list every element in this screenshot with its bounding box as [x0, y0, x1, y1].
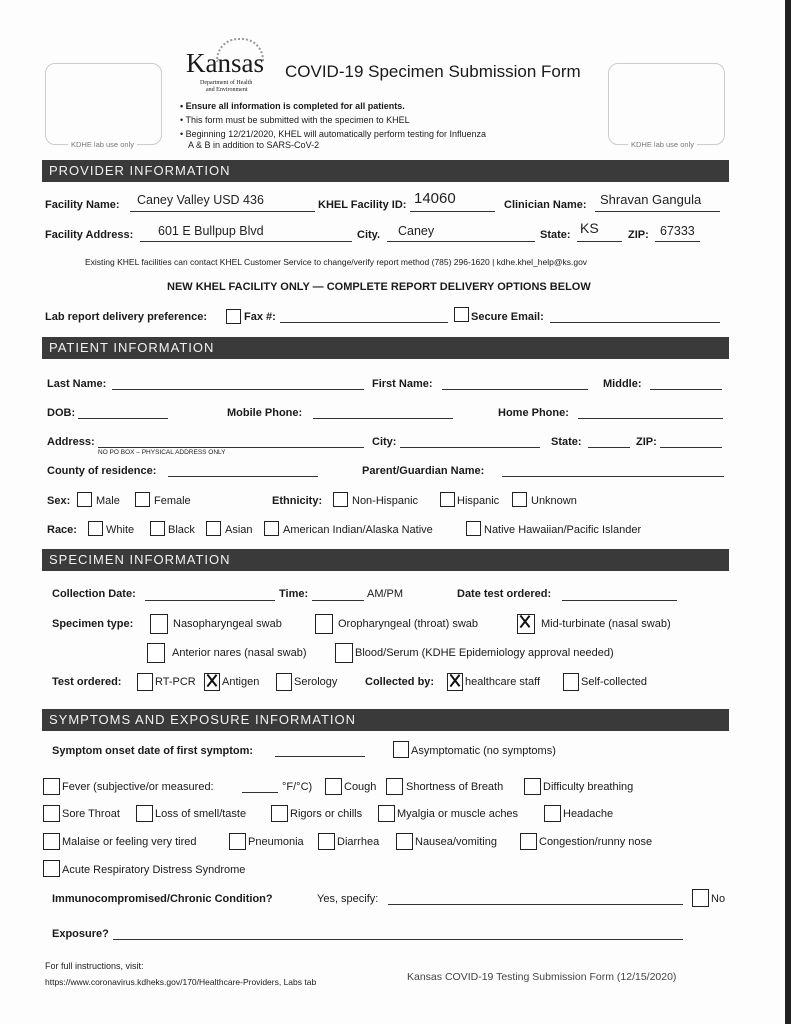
option-label: Sore Throat: [62, 808, 120, 820]
option-label: Antigen: [222, 676, 260, 688]
city-field[interactable]: [387, 241, 535, 242]
anterior-nares-checkbox[interactable]: [147, 643, 165, 663]
ards-checkbox[interactable]: [43, 860, 60, 877]
pneumonia-checkbox[interactable]: [229, 833, 246, 850]
mobile-phone-field[interactable]: [313, 418, 453, 419]
option-label: Rigors or chills: [290, 808, 363, 820]
ethnicity-non-hispanic-checkbox[interactable]: [333, 492, 348, 507]
option-label: Hispanic: [457, 495, 500, 507]
fever-checkbox[interactable]: [43, 778, 60, 795]
logo-sub: Department of Health: [200, 80, 253, 86]
customer-service-note: Existing KHEL facilities can contact KHEL Customer Service to change/verify report method (785) 296-1620 | kdhe.khel_help@ks.gov: [85, 257, 588, 267]
state-value: KS: [580, 220, 599, 236]
label: Lab report delivery preference:: [45, 311, 208, 323]
option-label: Cough: [344, 781, 377, 793]
facility-name-field[interactable]: [130, 211, 315, 212]
label: Middle:: [603, 378, 642, 390]
bullet-text: Beginning 12/21/2020, KHEL will automatically perform testing for Influenza: [185, 129, 486, 139]
am-pm-label: AM/PM: [367, 588, 404, 600]
guardian-field[interactable]: [502, 476, 724, 477]
instructions-link[interactable]: https://www.coronavirus.kdheks.gov/170/Healthcare-Providers, Labs tab: [45, 977, 317, 987]
sex-female-checkbox[interactable]: [135, 492, 150, 507]
label: Date test ordered:: [457, 588, 552, 600]
ethnicity-hispanic-checkbox[interactable]: [440, 492, 455, 507]
label: Race:: [47, 524, 77, 536]
race-black-checkbox[interactable]: [150, 521, 165, 536]
option-label: Loss of smell/taste: [155, 808, 247, 820]
rt-pcr-checkbox[interactable]: [137, 673, 153, 691]
collection-date-field[interactable]: [145, 600, 275, 601]
difficulty-breathing-checkbox[interactable]: [524, 778, 541, 795]
form-version: Kansas COVID-19 Testing Submission Form (12/15/2020): [407, 971, 677, 983]
dob-field[interactable]: [78, 418, 168, 419]
option-label: Native Hawaiian/Pacific Islander: [484, 524, 642, 536]
option-label: RT-PCR: [155, 676, 196, 688]
bullet: • Beginning 12/21/2020, KHEL will automatically perform testing for Influenza: [180, 129, 486, 139]
condition-specify-field[interactable]: [388, 904, 683, 905]
headache-checkbox[interactable]: [544, 805, 561, 822]
bullet: • Ensure all information is completed for all patients.: [180, 101, 405, 111]
time-field[interactable]: [312, 600, 364, 601]
option-label: Nasopharyngeal swab: [173, 618, 282, 630]
address-field[interactable]: [98, 447, 364, 448]
secure-email-field[interactable]: [550, 322, 720, 323]
option-label: Serology: [294, 676, 338, 688]
self-collected-checkbox[interactable]: [563, 673, 579, 691]
footer-text: For full instructions, visit:: [45, 961, 144, 971]
option-label: Self-collected: [581, 676, 648, 688]
label: City.: [357, 229, 381, 241]
email-checkbox[interactable]: [454, 307, 469, 322]
option-label: American Indian/Alaska Native: [283, 524, 433, 536]
label: Ethnicity:: [272, 495, 323, 507]
loss-of-smell-checkbox[interactable]: [136, 805, 153, 822]
lab-use-label: KDHE lab use only: [68, 140, 137, 149]
option-label: Fever (subjective/or measured:: [62, 781, 214, 793]
congestion-checkbox[interactable]: [520, 833, 537, 850]
zip-value: 67333: [660, 224, 695, 238]
bullet-text: This form must be submitted with the specimen to KHEL: [185, 115, 410, 125]
option-label: Oropharyngeal (throat) swab: [338, 618, 479, 630]
patient-zip-field[interactable]: [660, 447, 722, 448]
option-label: Black: [168, 524, 195, 536]
sex-male-checkbox[interactable]: [77, 492, 92, 507]
option-label: Male: [96, 495, 120, 507]
label: KHEL Facility ID:: [318, 199, 407, 211]
label: Time:: [279, 588, 309, 600]
nausea-checkbox[interactable]: [396, 833, 413, 850]
logo-word: Kansas: [186, 48, 264, 78]
facility-id-value: 14060: [414, 190, 456, 207]
option-label: Unknown: [531, 495, 577, 507]
clinician-value: Shravan Gangula: [600, 192, 702, 207]
bullet-text: Ensure all information is completed for all patients.: [185, 101, 405, 111]
option-label: Asymptomatic (no symptoms): [411, 745, 556, 757]
option-label: Pneumonia: [248, 836, 304, 848]
patient-city-field[interactable]: [400, 447, 540, 448]
myalgia-checkbox[interactable]: [378, 805, 395, 822]
label: ZIP:: [636, 436, 657, 448]
new-facility-heading: NEW KHEL FACILITY ONLY — COMPLETE REPORT DELIVERY OPTIONS BELOW: [167, 281, 591, 293]
oropharyngeal-checkbox[interactable]: [315, 614, 333, 634]
label: Secure Email:: [471, 311, 544, 323]
onset-date-field[interactable]: [275, 756, 365, 757]
option-label: Blood/Serum (KDHE Epidemiology approval needed): [355, 647, 614, 659]
patient-state-field[interactable]: [588, 447, 630, 448]
option-label: No: [711, 893, 726, 905]
label: Specimen type:: [52, 618, 134, 630]
fax-checkbox[interactable]: [226, 309, 241, 324]
nasopharyngeal-checkbox[interactable]: [150, 614, 168, 634]
lab-use-label: KDHE lab use only: [628, 140, 697, 149]
middle-name-field[interactable]: [650, 389, 722, 390]
rigors-checkbox[interactable]: [271, 805, 288, 822]
option-label: Diarrhea: [337, 836, 380, 848]
label: Immunocompromised/Chronic Condition?: [52, 893, 273, 905]
label: First Name:: [372, 378, 433, 390]
race-white-checkbox[interactable]: [88, 521, 103, 536]
option-label: Non-Hispanic: [352, 495, 419, 507]
exposure-field[interactable]: [113, 939, 683, 940]
county-field[interactable]: [168, 476, 318, 477]
label: Address:: [47, 436, 95, 448]
option-label: White: [106, 524, 135, 536]
form-title: COVID-19 Specimen Submission Form: [285, 62, 581, 81]
bullet-text: A & B in addition to SARS-CoV-2: [188, 140, 320, 150]
facility-address-value: 601 E Bullpup Blvd: [158, 224, 264, 238]
bullet: • This form must be submitted with the specimen to KHEL: [180, 115, 410, 125]
label: Last Name:: [47, 378, 107, 390]
logo-sub: and Environment: [206, 87, 248, 93]
first-name-field[interactable]: [442, 389, 588, 390]
fax-field[interactable]: [280, 322, 448, 323]
label: Yes, specify:: [317, 893, 379, 905]
facility-id-field[interactable]: [410, 211, 495, 212]
option-label: Female: [154, 495, 191, 507]
label: ZIP:: [628, 229, 649, 241]
malaise-checkbox[interactable]: [43, 833, 60, 850]
section-patient: PATIENT INFORMATION: [42, 337, 729, 359]
label: Facility Address:: [45, 229, 134, 241]
last-name-field[interactable]: [112, 389, 364, 390]
section-specimen: SPECIMEN INFORMATION: [42, 549, 729, 571]
lab-use-box-left: [45, 63, 162, 145]
option-label: Congestion/runny nose: [539, 836, 653, 848]
race-american-indian-checkbox[interactable]: [264, 521, 279, 536]
label: Test ordered:: [52, 676, 122, 688]
option-label: °F/°C): [282, 781, 313, 793]
facility-address-field[interactable]: [140, 241, 352, 242]
label: Fax #:: [244, 311, 276, 323]
shortness-of-breath-checkbox[interactable]: [386, 778, 403, 795]
city-value: Caney: [398, 224, 435, 238]
label: Exposure?: [52, 928, 109, 940]
label: Sex:: [47, 495, 71, 507]
label: State:: [551, 436, 582, 448]
facility-name-value: Caney Valley USD 436: [137, 193, 264, 207]
temperature-field[interactable]: [242, 792, 278, 793]
label: City:: [372, 436, 397, 448]
option-label: Anterior nares (nasal swab): [172, 647, 307, 659]
label: Clinician Name:: [504, 199, 587, 211]
race-native-hawaiian-checkbox[interactable]: [466, 521, 481, 536]
home-phone-field[interactable]: [578, 418, 723, 419]
option-label: Shortness of Breath: [406, 781, 504, 793]
blood-serum-checkbox[interactable]: [335, 643, 353, 663]
label: Collection Date:: [52, 588, 136, 600]
option-label: Difficulty breathing: [543, 781, 634, 793]
label: Collected by:: [365, 676, 435, 688]
asymptomatic-checkbox[interactable]: [393, 741, 409, 758]
mid-turbinate-checkbox[interactable]: [517, 614, 535, 634]
sore-throat-checkbox[interactable]: [43, 805, 60, 822]
option-label: Headache: [563, 808, 614, 820]
label: Symptom onset date of first symptom:: [52, 745, 254, 757]
clinician-field[interactable]: [595, 211, 720, 212]
option-label: Malaise or feeling very tired: [62, 836, 197, 848]
label: DOB:: [47, 407, 76, 419]
option-label: Asian: [225, 524, 253, 536]
state-field[interactable]: [577, 241, 622, 242]
diarrhea-checkbox[interactable]: [318, 833, 335, 850]
option-label: Mid-turbinate (nasal swab): [541, 618, 671, 630]
label: Parent/Guardian Name:: [362, 465, 485, 477]
option-label: healthcare staff: [465, 676, 541, 688]
label: Home Phone:: [498, 407, 569, 419]
date-test-ordered-field[interactable]: [562, 600, 677, 601]
race-asian-checkbox[interactable]: [206, 521, 221, 536]
label: County of residence:: [47, 465, 157, 477]
no-po-box-note: NO PO BOX – PHYSICAL ADDRESS ONLY: [98, 449, 226, 456]
label: Facility Name:: [45, 199, 120, 211]
healthcare-staff-checkbox[interactable]: [447, 673, 463, 691]
immuno-no-checkbox[interactable]: [692, 889, 709, 907]
label: Mobile Phone:: [227, 407, 303, 419]
antigen-checkbox[interactable]: [204, 673, 220, 691]
option-label: Nausea/vomiting: [415, 836, 497, 848]
lab-use-box-right: [608, 63, 725, 145]
cough-checkbox[interactable]: [325, 778, 342, 795]
section-provider: PROVIDER INFORMATION: [42, 160, 729, 182]
zip-field[interactable]: [655, 241, 700, 242]
ethnicity-unknown-checkbox[interactable]: [512, 492, 527, 507]
section-symptoms: SYMPTOMS AND EXPOSURE INFORMATION: [42, 709, 729, 731]
serology-checkbox[interactable]: [276, 673, 292, 691]
label: State:: [540, 229, 571, 241]
option-label: Myalgia or muscle aches: [397, 808, 519, 820]
option-label: Acute Respiratory Distress Syndrome: [62, 864, 246, 876]
